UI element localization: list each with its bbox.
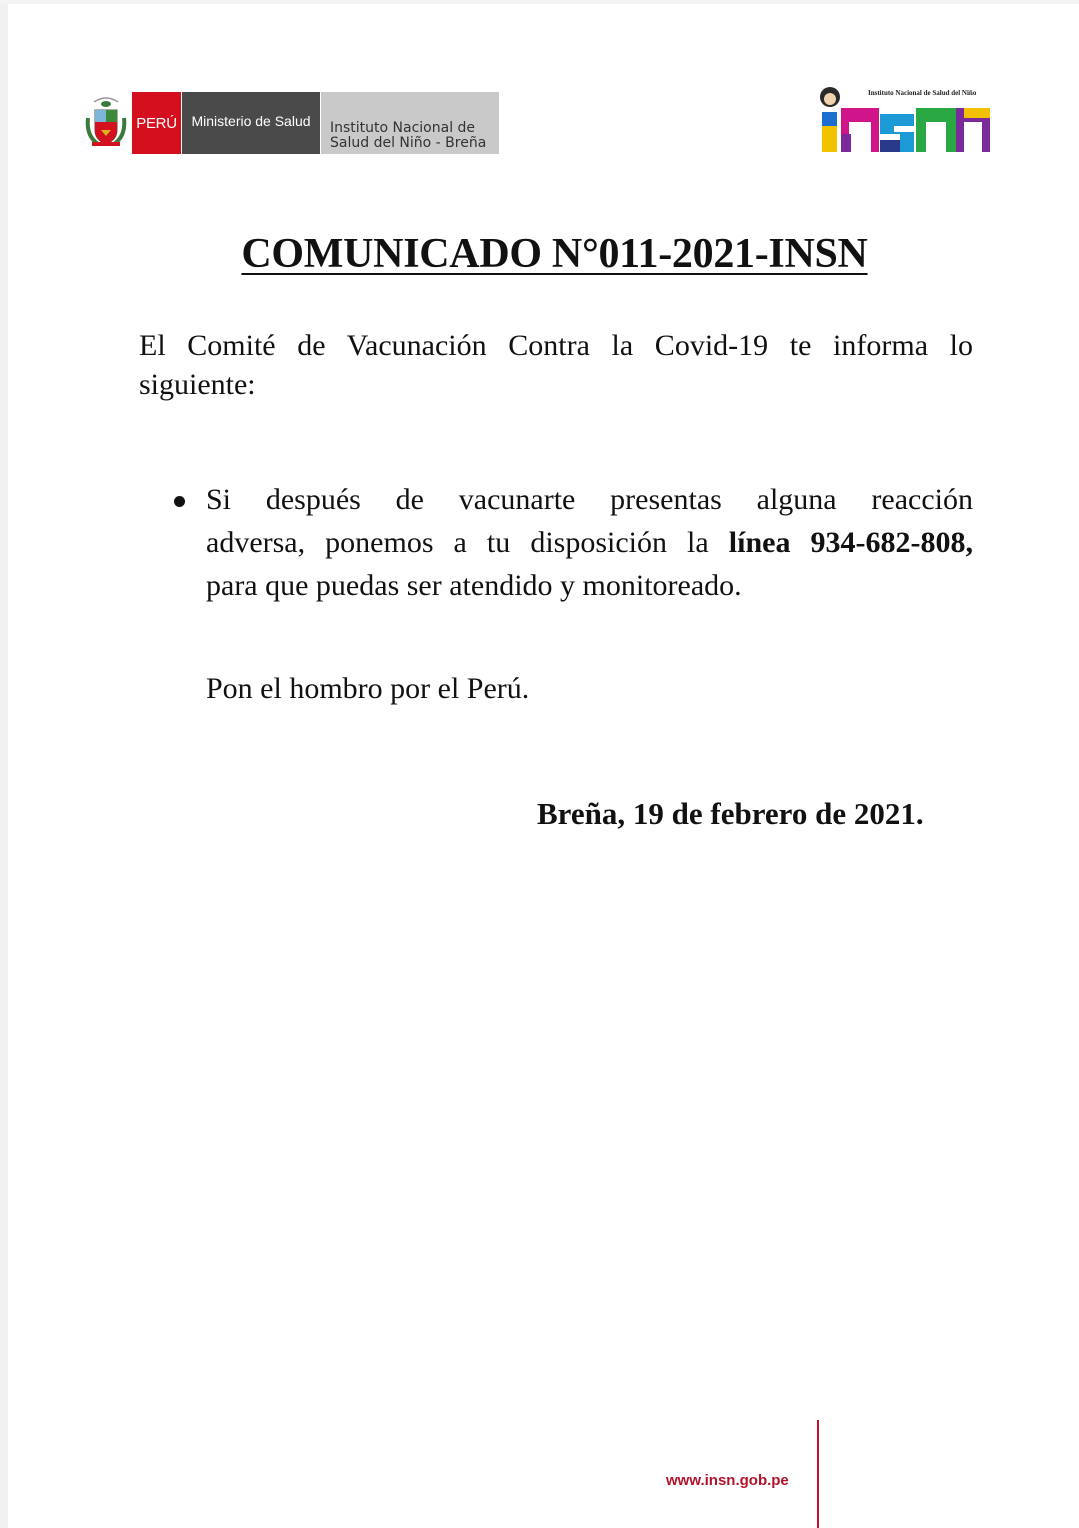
ministry-label: Ministerio de Salud <box>182 92 320 154</box>
bullet-line-1: Si después de vacunarte presentas alguna reacción <box>206 483 973 516</box>
footer-url-link[interactable]: www.insn.gob.pe <box>666 1472 789 1489</box>
institute-line-1: Instituto Nacional de <box>330 120 476 136</box>
footer-divider <box>817 1420 819 1528</box>
bullet-line-2 <box>206 521 973 564</box>
peru-label: PERÚ <box>132 92 181 154</box>
insn-tagline: Instituto Nacional de Salud del Niño <box>868 89 977 97</box>
bullet-text <box>206 478 973 607</box>
intro-line-1: El Comité de Vacunación Contra la Covid-19 te informa lo <box>139 329 973 362</box>
government-logo <box>84 92 499 154</box>
bullet-line-3: para que puedas ser atendido y monitoreado. <box>206 569 742 602</box>
bullet-list <box>170 478 973 607</box>
page-top-edge <box>0 0 1079 4</box>
document-date: Breña, 19 de febrero de 2021. <box>537 796 924 831</box>
list-item <box>170 478 973 607</box>
intro-paragraph <box>139 326 973 404</box>
title-text: COMUNICADO N°011-2021-INSN <box>241 231 868 277</box>
institute-label <box>321 92 499 154</box>
peru-coat-of-arms-icon <box>84 92 128 154</box>
intro-line-2: siguiente: <box>139 368 256 401</box>
slogan: Pon el hombro por el Perú. <box>206 672 530 705</box>
bullet-line-2-text: adversa, ponemos a tu disposición la <box>206 526 729 559</box>
phone-line: línea 934-682-808, <box>728 526 973 559</box>
institute-line-2: Salud del Niño - Breña <box>330 135 487 151</box>
document-title <box>0 230 1079 278</box>
bullet-dot-icon <box>174 496 185 507</box>
